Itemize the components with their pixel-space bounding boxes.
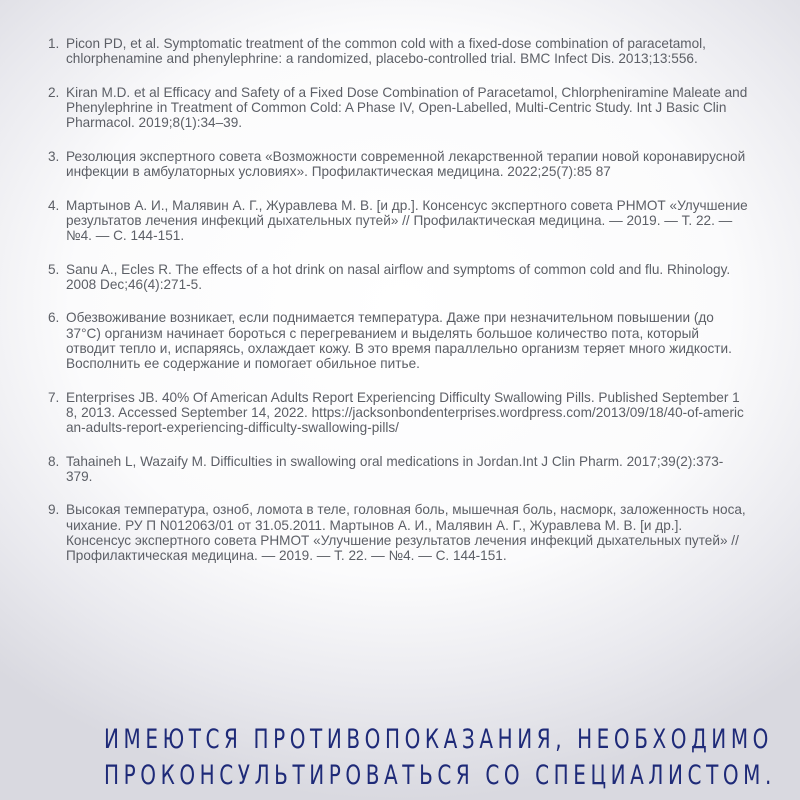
reference-item <box>48 454 748 484</box>
reference-item <box>48 310 748 371</box>
reference-number: 7. <box>48 389 60 405</box>
warning-line-2: ПРОКОНСУЛЬТИРОВАТЬСЯ СО СПЕЦИАЛИСТОМ. <box>104 760 776 791</box>
reference-number: 2. <box>48 84 60 100</box>
reference-number: 5. <box>48 261 60 277</box>
reference-text: Мартынов А. И., Малявин А. Г., Журавлева М. В. [и др.]. Консенсус экспертного совета РНМОТ «Улучшение результатов лечения инфекций дыхательных путей» // Профилактическая медицина. — 2019. — Т. 22. — №4. — С. 144-151. <box>66 197 748 243</box>
reference-number: 6. <box>48 310 60 326</box>
reference-item <box>48 502 748 563</box>
references-list <box>48 36 748 582</box>
reference-text: Резолюция экспертного совета «Возможности современной лекарственной терапии новой коронавирусной инфекции в амбулаторных условиях». Профилактическая медицина. 2022;25(7):85 87 <box>66 148 746 179</box>
reference-number: 4. <box>48 197 60 213</box>
contraindications-warning <box>104 722 776 794</box>
reference-text: Enterprises JB. 40% Of American Adults Report Experiencing Difficulty Swallowing Pills. Published September 18, 2013. Accessed September 14, 2022. https://jacksonbondenterprises.wordpress.com/2013/09/18/40-of-american-adults-report-experiencing-difficulty-swallowing-pills/ <box>66 389 744 435</box>
reference-number: 3. <box>48 148 60 164</box>
warning-line-1: ИМЕЮТСЯ ПРОТИВОПОКАЗАНИЯ, НЕОБХОДИМО <box>104 724 773 755</box>
reference-text: Sanu A., Ecles R. The effects of a hot drink on nasal airflow and symptoms of common cold and flu. Rhinology. 2008 Dec;46(4):271-5. <box>66 261 731 292</box>
reference-item <box>48 85 748 131</box>
reference-text: Высокая температура, озноб, ломота в теле, головная боль, мышечная боль, насморк, заложенность носа, чихание. РУ П N012063/01 от 31.05.2011. Мартынов А. И., Малявин А. Г., Журавлева М. В. [и др.]. Консенсус экспертного совета РНМОТ «Улучшение результатов лечения инфекций дыхательных путей» // Профилактическая медицина. — 2019. — Т. 22. — №4. — С. 144-151. <box>66 502 746 563</box>
reference-text: Обезвоживание возникает, если поднимается температура. Даже при незначительном повышении (до 37°C) организм начинает бороться с перегреванием и выделять большое количество пота, который отводит тепло и, испаряясь, охлаждает кожу. В это время параллельно организм теряет много жидкости. Восполнить ее содержание и помогает обильное питье. <box>66 310 732 371</box>
reference-item <box>48 262 748 292</box>
reference-number: 1. <box>48 36 60 51</box>
reference-item <box>48 149 748 179</box>
reference-number: 8. <box>48 453 60 469</box>
reference-text: Tahaineh L, Wazaify M. Difficulties in swallowing oral medications in Jordan.Int J Clin Pharm. 2017;39(2):373-379. <box>66 453 724 484</box>
reference-text: Picon PD, et al. Symptomatic treatment of the common cold with a fixed-dose combination of paracetamol, chlorphenamine and phenylephrine: a randomized, placebo-controlled trial. BMC Infect Dis. 2013;13:556. <box>66 36 706 67</box>
reference-item <box>48 390 748 436</box>
reference-text: Kiran M.D. et al Efficacy and Safety of a Fixed Dose Combination of Paracetamol, Chlorpheniramine Maleate and Phenylephrine in Treatment of Common Cold: A Phase IV, Open-Labelled, Multi-Centric Study. Int J Basic Clin Pharmacol. 2019;8(1):34–39. <box>66 84 748 131</box>
reference-item <box>48 198 748 244</box>
reference-number: 9. <box>48 502 60 518</box>
reference-item <box>48 36 748 66</box>
